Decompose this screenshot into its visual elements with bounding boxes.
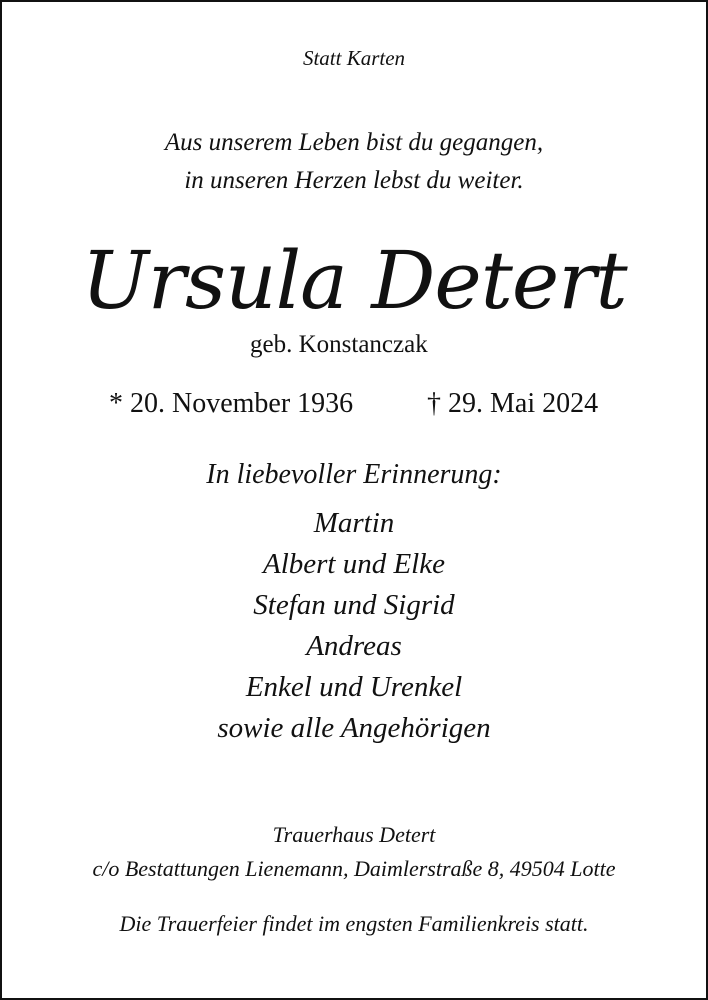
verse-line-2: in unseren Herzen lebst du weiter. [184,167,524,194]
mourner-entry: Albert und Elke [262,548,445,580]
funeral-note: Die Trauerfeier findet im engsten Familienkreis statt. [119,911,589,936]
birth-date: * 20. November 1936 [109,388,354,419]
mourner-entry: Enkel und Urenkel [245,671,463,703]
mourner-entry: Stefan und Sigrid [253,589,455,621]
verse-line-1: Aus unserem Leben bist du gegangen, [164,129,544,156]
deceased-name: Ursula Detert [81,234,627,327]
address-name: Trauerhaus Detert [272,822,436,847]
mourner-entry: Martin [313,507,395,539]
address-line: c/o Bestattungen Lienemann, Daimlerstraße 8, 49504 Lotte [92,856,616,881]
header-text: Statt Karten [302,46,406,70]
mourner-entry: sowie alle Angehörigen [217,712,491,744]
mourner-entry: Andreas [306,630,402,662]
death-date: † 29. Mai 2024 [427,388,599,419]
maiden-name: geb. Konstanczak [250,331,428,358]
remembrance-intro: In liebevoller Erinnerung: [206,459,502,490]
